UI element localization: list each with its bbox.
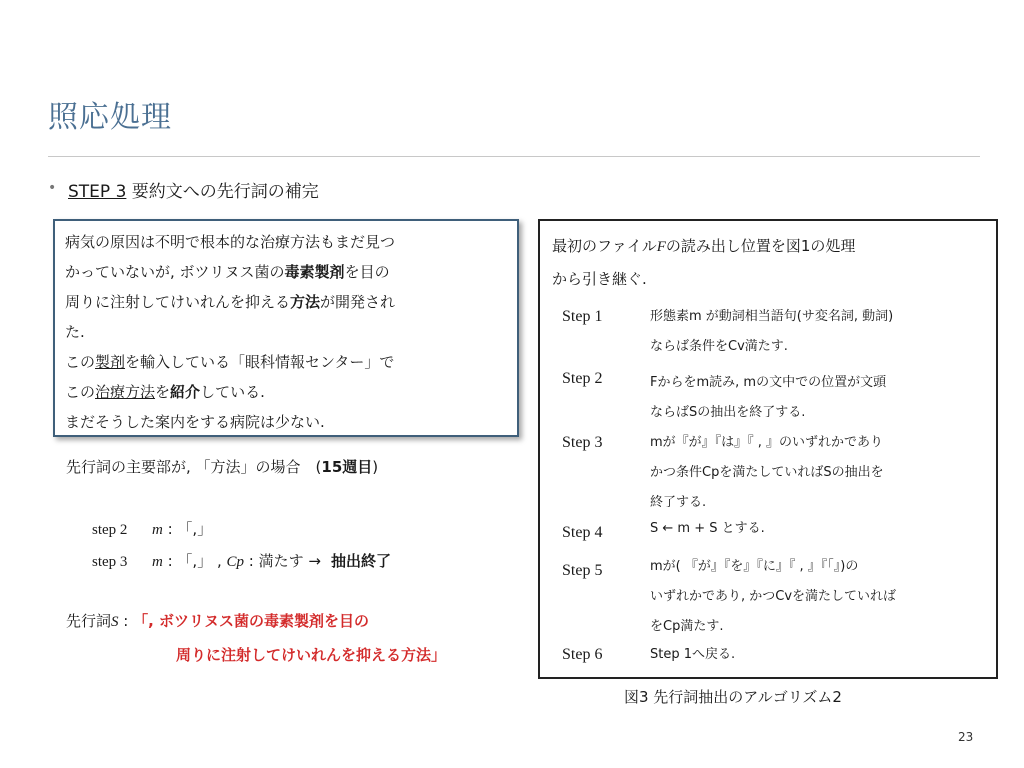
source-line-6c: を [155,383,171,401]
step3-line [92,550,391,571]
step3-cp-text: : 満たす [244,552,309,570]
step3-end: 抽出終了 [330,552,391,570]
algo-step-5-label: Step 5 [562,562,603,579]
source-line-6b: 治療方法 [95,383,156,401]
algo-step-5-desc-3: をCp満たす. [650,619,724,634]
algo-step-1-desc [650,302,893,362]
page-number: 23 [958,730,974,744]
algo-step-5-desc-1: mが( 『が』『を』『に』『 , 』『「』)の [650,559,859,574]
algo-step-1-label: Step 1 [562,308,603,325]
algo-step-3-desc [650,428,884,518]
algo-step-3-label: Step 3 [562,434,603,451]
step3-label: step 3 [92,554,128,570]
antecedent-var: S [111,614,119,630]
algo-step-3-desc-2: かつ条件Cpを満たしていればSの抽出を [650,465,884,480]
source-line-5b: 製剤 [95,353,126,371]
source-line-2 [65,257,507,287]
algo-step-4-label: Step 4 [562,524,603,541]
algorithm-intro-line-2: から引き継ぐ. [552,270,647,288]
antecedent-red-line-2: 周りに注射してけいれんを抑える方法」 [176,646,447,664]
algo-step-2-desc [650,368,886,428]
algo-step-2-label: Step 2 [562,370,603,387]
step2-line [92,518,212,539]
algo-step-1-desc-2: ならば条件をCv満たす. [650,339,788,354]
title-divider [48,156,980,157]
source-line-6 [65,377,507,407]
main-parts-text: 先行詞の主要部が, 「方法」の場合 ( [66,458,322,476]
step3-var: m [152,554,163,570]
source-line-4: た. [65,323,85,341]
antecedent-colon: : [118,612,134,630]
algo-step-5-desc-2: いずれかであり, かつCvを満たしていれば [650,589,897,604]
intro-var: F [656,239,666,255]
source-line-2b: 毒素製剤 [284,263,345,281]
source-line-6e: している. [200,383,265,401]
algo-step-1-desc-1: 形態素m が動詞相当語句(サ変名詞, 動詞) [650,309,894,324]
algorithm-intro [552,230,855,295]
source-line-2c: を目の [344,263,390,281]
antecedent-line [66,610,369,631]
bullet-dot-icon: • [48,180,57,196]
bullet-text: 要約文への先行詞の補完 [126,182,319,202]
step3-cp: Cp [226,554,245,570]
source-line-3c: が開発され [320,293,396,311]
main-parts-count: 15週目 [321,458,373,476]
arrow-right-icon: → [308,552,321,570]
algo-step-6-label: Step 6 [562,646,603,663]
step2-text: : 「,」 [162,520,213,538]
algorithm-intro-line-1 [552,230,855,263]
bullet-step-label: STEP 3 [68,182,127,202]
antecedent-red-line-1: 「, ボツリヌス菌の毒素製剤を目の [133,612,370,630]
source-line-7: まだそうした案内をする病院は少ない. [65,413,325,431]
algo-step-6-desc-1: Step 1へ戻る. [650,647,736,662]
source-line-6d: 紹介 [170,383,201,401]
step2-label: step 2 [92,522,128,538]
source-line-3b: 方法 [290,293,321,311]
source-line-5c: を輸入している「眼科情報センター」で [125,353,395,371]
source-line-5a: この [65,353,96,371]
algo-step-4-desc [650,514,765,544]
algo-step-4-desc-1: S ← m + S とする. [650,521,765,536]
source-line-6a: この [65,383,96,401]
algo-step-3-desc-1: mが『が』『は』『 , 』のいずれかであり [650,435,884,450]
algo-step-2-desc-2: ならばSの抽出を終了する. [650,405,806,420]
source-line-1: 病気の原因は不明で根本的な治療方法もまだ見つ [65,233,396,251]
antecedent-label: 先行詞 [66,612,112,630]
algo-step-6-desc [650,640,735,670]
source-line-3a: 周りに注射してけいれんを抑える [65,293,291,311]
step3-text: : 「,」 , [162,552,227,570]
intro-1a: 最初のファイル [552,237,657,255]
source-text-box [53,219,519,437]
bullet-heading [68,177,319,202]
intro-1b: の読み出し位置を図1の処理 [665,237,856,255]
algo-step-2-desc-1: Fからをm読み, mの文中での位置が文頭 [650,375,887,390]
algo-step-3-desc-3: 終了する. [650,495,707,510]
source-line-2a: かっていないが, ボツリヌス菌の [65,263,285,281]
main-parts-line [66,456,378,477]
algo-step-5-desc [650,552,896,642]
source-line-3 [65,287,507,317]
figure-caption: 図3 先行詞抽出のアルゴリズム2 [624,688,842,706]
step2-var: m [152,522,163,538]
slide-title: 照応処理 [48,100,172,135]
source-line-5 [65,347,507,377]
main-parts-close: ) [372,458,379,476]
